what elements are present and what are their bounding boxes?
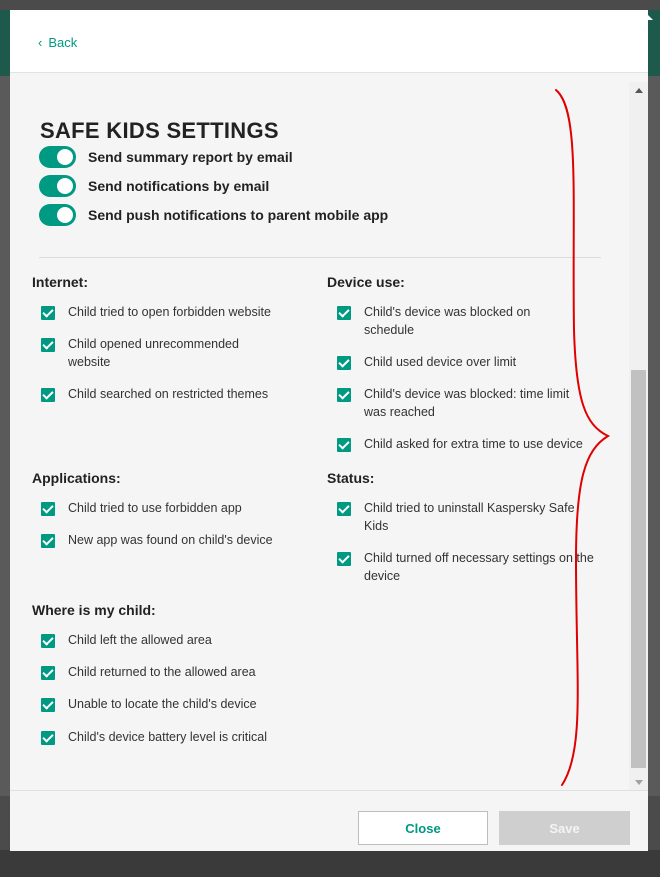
checkbox-row [337, 306, 564, 339]
save-button[interactable]: Save [499, 811, 630, 845]
arrow-up-icon[interactable] [629, 82, 648, 98]
checkbox-label: Child returned to the allowed area [68, 665, 256, 679]
checkbox[interactable] [337, 306, 351, 320]
checkbox-label: New app was found on child's device [68, 533, 273, 547]
settings-dialog [10, 10, 648, 850]
checkbox[interactable] [337, 438, 351, 452]
checkbox-label: Child turned off necessary settings on the device [364, 551, 594, 583]
checkbox-row [41, 534, 311, 549]
checkbox[interactable] [41, 534, 55, 548]
checkbox[interactable] [41, 306, 55, 320]
checkbox-label: Child's device battery level is critical [68, 730, 267, 744]
checkbox-row [41, 388, 301, 403]
checkbox-row [337, 356, 594, 371]
checkbox-label: Child searched on restricted themes [68, 387, 269, 401]
checkbox[interactable] [337, 552, 351, 566]
toggle-label: Send summary report by email [88, 149, 293, 165]
checkbox-label: Child's device was blocked on schedule [364, 305, 531, 337]
checkbox-row [41, 306, 301, 321]
checkbox-row [41, 698, 311, 713]
section-title-internet: Internet: [32, 274, 88, 290]
checkbox[interactable] [337, 502, 351, 516]
push-notifications-toggle[interactable] [39, 204, 76, 226]
checkbox[interactable] [41, 731, 55, 745]
background-bottom [0, 850, 660, 877]
email-notifications-toggle[interactable] [39, 175, 76, 197]
page-title: SAFE KIDS SETTINGS [40, 118, 279, 143]
section-title-applications: Applications: [32, 470, 121, 486]
checkbox[interactable] [41, 698, 55, 712]
section-title-where-is-my-child: Where is my child: [32, 602, 156, 618]
checkbox-label: Child asked for extra time to use device [364, 437, 583, 451]
checkbox[interactable] [41, 388, 55, 402]
checkbox-label: Child tried to use forbidden app [68, 501, 242, 515]
summary-report-toggle[interactable] [39, 146, 76, 168]
checkbox-row [337, 438, 614, 453]
checkbox-label: Child tried to uninstall Kaspersky Safe Kids [364, 501, 575, 533]
toggle-row-email-notifications [39, 175, 269, 197]
chevron-left-icon: ‹ [38, 35, 43, 50]
checkbox[interactable] [337, 388, 351, 402]
settings-scroll-area[interactable] [10, 82, 648, 790]
back-label: Back [48, 35, 78, 50]
back-button[interactable] [38, 35, 77, 50]
section-title-device-use: Device use: [327, 274, 405, 290]
checkbox-label: Child tried to open forbidden website [68, 305, 271, 319]
vertical-scrollbar[interactable] [629, 82, 648, 790]
checkbox[interactable] [41, 666, 55, 680]
toggle-label: Send push notifications to parent mobile app [88, 207, 389, 223]
dialog-header [10, 10, 648, 73]
checkbox-row [337, 388, 594, 421]
divider [39, 257, 601, 258]
checkbox[interactable] [41, 502, 55, 516]
checkbox[interactable] [337, 356, 351, 370]
checkbox-label: Child used device over limit [364, 355, 517, 369]
checkbox-label: Child's device was blocked: time limit was reached [364, 387, 570, 419]
checkbox-row [337, 552, 599, 585]
checkbox-row [41, 666, 311, 681]
checkbox[interactable] [41, 634, 55, 648]
checkbox-row [41, 634, 311, 649]
checkbox-label: Child left the allowed area [68, 633, 212, 647]
checkbox-label: Child opened unrecommended website [68, 337, 239, 369]
section-title-status: Status: [327, 470, 375, 486]
scrollbar-thumb[interactable] [631, 370, 646, 768]
checkbox-row [337, 502, 594, 535]
checkbox-label: Unable to locate the child's device [68, 697, 257, 711]
checkbox-row [41, 731, 321, 746]
dialog-footer [10, 790, 648, 851]
toggle-label: Send notifications by email [88, 178, 270, 194]
toggle-row-summary-report [39, 146, 293, 168]
toggle-row-push-notifications [39, 204, 388, 226]
background-right-strip [648, 76, 660, 796]
arrow-down-icon[interactable] [629, 774, 648, 790]
checkbox[interactable] [41, 338, 55, 352]
checkbox-row [41, 338, 281, 371]
close-button[interactable]: Close [358, 811, 488, 845]
checkbox-row [41, 502, 301, 517]
